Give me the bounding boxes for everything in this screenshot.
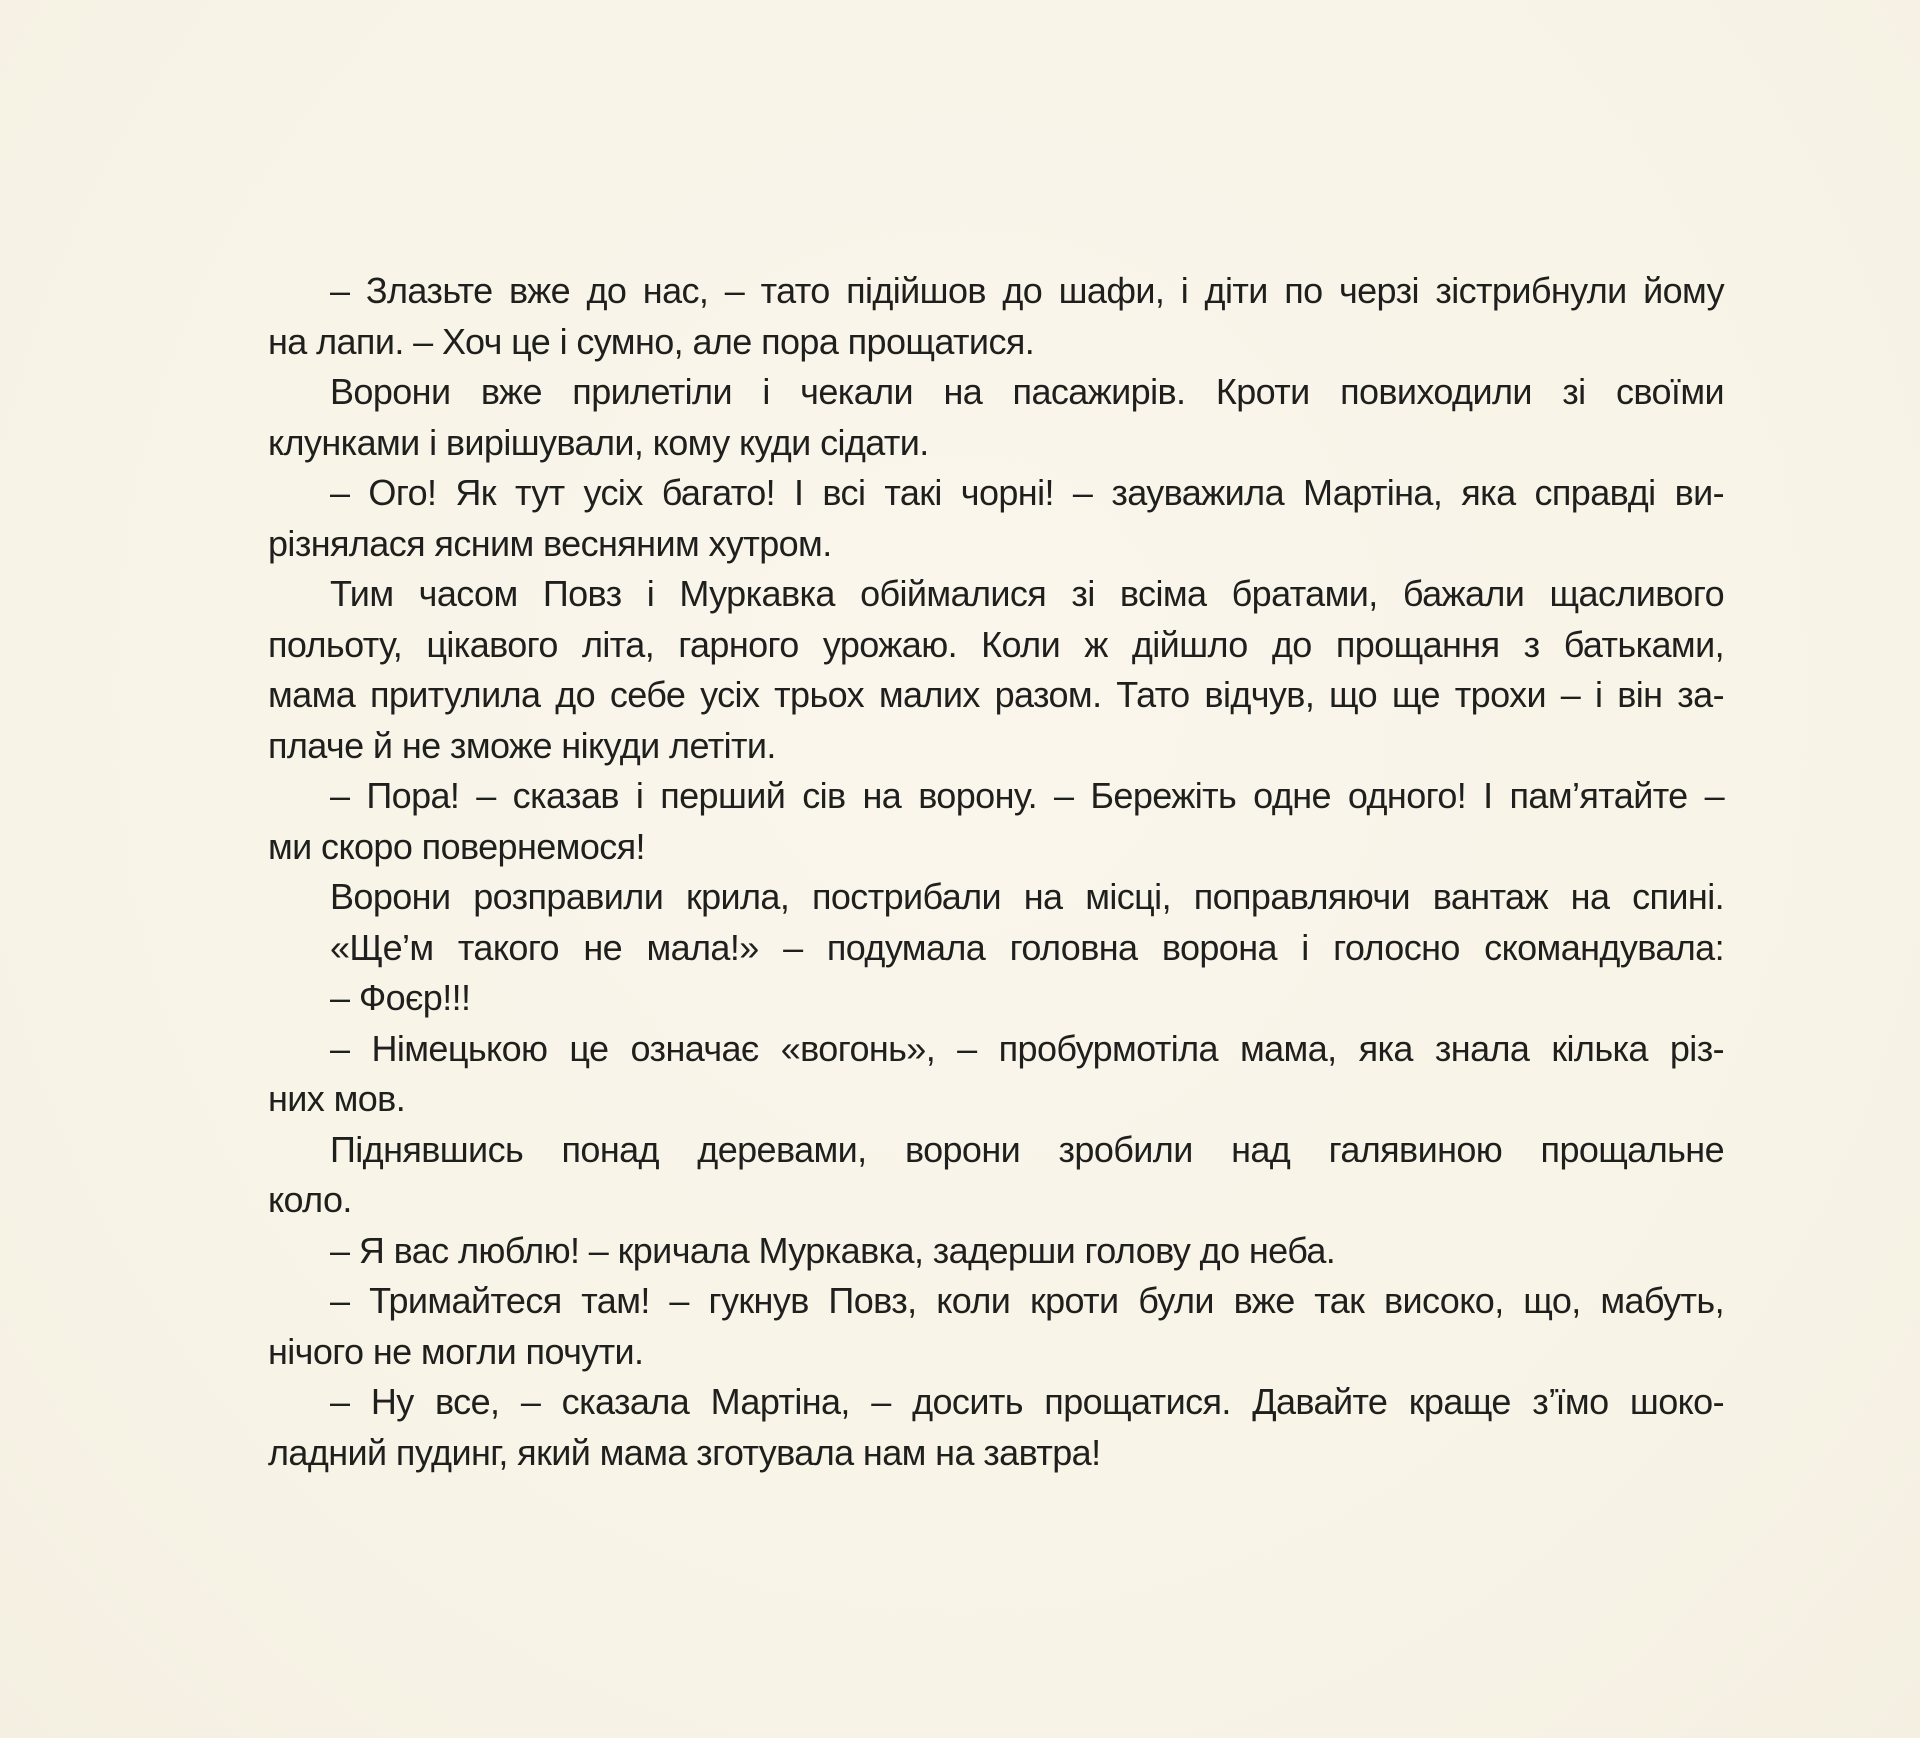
text-line: Ворони вже прилетіли і чекали на пасажирів. Кроти повиходили зі своїми (330, 371, 1724, 412)
text-line: – Ну все, – сказала Мартіна, – досить прощатися. Давайте краще з’їмо шоко- (330, 1381, 1724, 1422)
body-text (268, 266, 1724, 1478)
text-line: – Я вас люблю! – кричала Муркавка, задерши голову до неба. (330, 1229, 1336, 1271)
text-line: коло. (268, 1179, 352, 1220)
text-line: ладний пудинг, який мама зготувала нам на завтра! (268, 1431, 1101, 1473)
text-line: – Ого! Як тут усіх багато! І всі такі чорні! – зауважила Мартіна, яка справді ви- (330, 472, 1724, 513)
text-line: них мов. (268, 1078, 406, 1119)
text-line: мама притулила до себе усіх трьох малих разом. Тато відчув, що ще трохи – і він за- (268, 674, 1724, 715)
text-line: «Ще’м такого не мала!» – подумала головна ворона і голосно скомандувала: (330, 926, 1724, 968)
text-line: Ворони розправили крила, пострибали на місці, поправляючи вантаж на спині. (330, 876, 1724, 917)
text-line: Тим часом Повз і Муркавка обіймалися зі всіма братами, бажали щасливого (330, 573, 1724, 614)
text-line: польоту, цікавого літа, гарного урожаю. Коли ж дійшло до прощання з батьками, (268, 623, 1724, 665)
text-line: Піднявшись понад деревами, ворони зробили над галявиною прощальне (330, 1128, 1724, 1170)
text-line: – Фоєр!!! (330, 977, 471, 1018)
text-line: плаче й не зможе нікуди летіти. (268, 724, 776, 766)
text-line: – Німецькою це означає «вогонь», – пробурмотіла мама, яка знала кілька різ- (330, 1027, 1724, 1069)
text-line: різнялася ясним весняним хутром. (268, 522, 832, 564)
text-line: на лапи. – Хоч це і сумно, але пора прощатися. (268, 320, 1035, 362)
text-line: – Пора! – сказав і перший сів на ворону. – Бережіть одне одного! І пам’ятайте – (330, 775, 1724, 816)
text-line: – Тримайтеся там! – гукнув Повз, коли кроти були вже так високо, що, мабуть, (330, 1280, 1724, 1321)
text-line: – Злазьте вже до нас, – тато підійшов до шафи, і діти по черзі зістрибнули йому (330, 270, 1724, 311)
text-line: клунками і вирішували, кому куди сідати. (268, 421, 929, 463)
text-line: ми скоро повернемося! (268, 825, 645, 867)
text-line: нічого не могли почути. (268, 1330, 644, 1372)
